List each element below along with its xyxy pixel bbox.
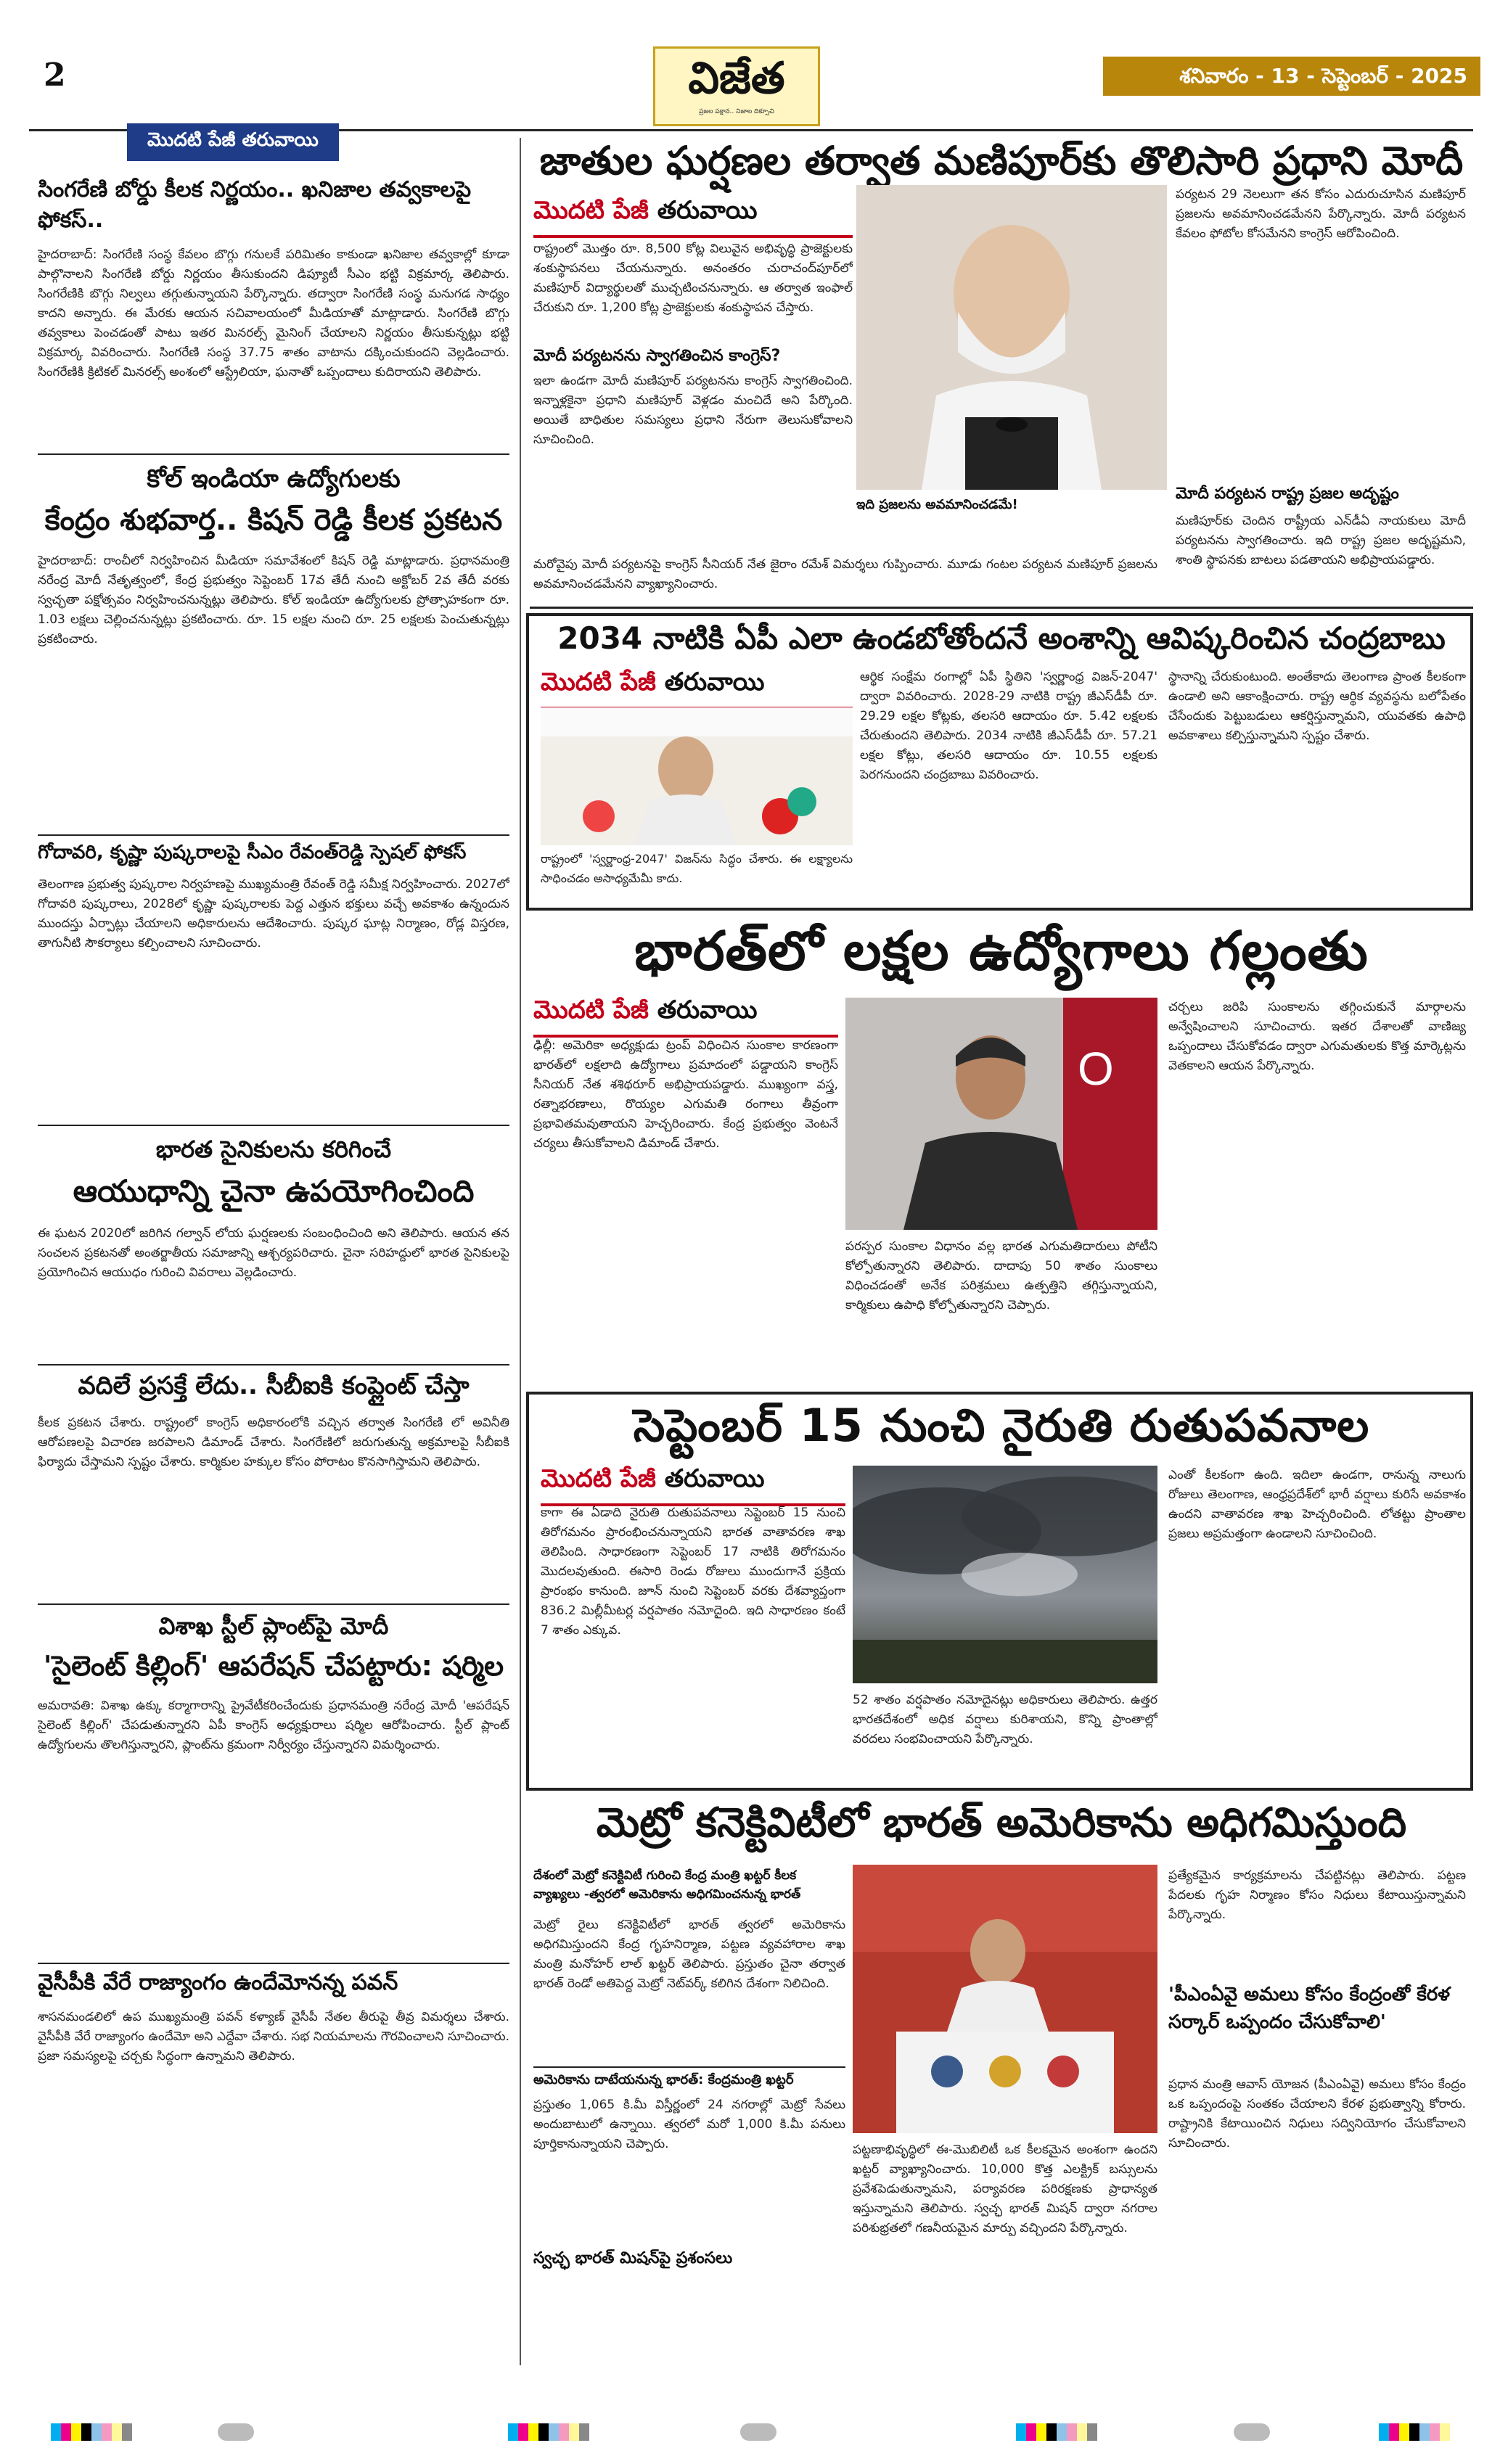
body-left: మెట్రో రైలు కనెక్టివిటీలో భారత్ త్వరలో అమెరికాను అధిగమిస్తుందని కేంద్ర గృహనిర్మాణ, పట్టణ వ్యవహారాల శాఖ మంత్రి మనోహర్ లాల్ ఖట్టర్ తెలిపారు. ప్రస్తుతం చైనా తర్వాత భారత్ రెండో అతిపెద్ద మెట్రో నెట్‌వర్క్ కలిగిన దేశంగా నిలిచింది. bbox=[533, 1918, 845, 1991]
continuation-banner: మొదటి పేజీ తరువాయి bbox=[541, 1464, 845, 1499]
article-metro bbox=[533, 1799, 1470, 1857]
body-text: హైదరాబాద్: రాంచీలో నిర్వహించిన మీడియా సమావేశంలో కిషన్ రెడ్డి మాట్లాడారు. ప్రధానమంత్రి నరేంద్ర మోదీ నేతృత్వంలో, కేంద్ర ప్రభుత్వం సెప్టెంబర్ 17వ తేదీ నుంచి అక్టోబర్ 2వ తేదీ వరకు స్వచ్ఛతా పక్షోత్సవం నిర్వహించనున్నట్లు తెలిపారు. కోల్ ఇండియా ఉద్యోగులకు ప్రోత్సాహకంగా రూ. 1.03 లక్షలు చెల్లించనున్నట్లు ప్రకటించారు. రూ. 15 లక్షల నుంచి రూ. 25 లక్షలకు పెంచుతున్నట్లు ప్రకటించారు. bbox=[38, 554, 509, 646]
article-tharoor bbox=[533, 920, 1470, 995]
body-text: అమరావతి: విశాఖ ఉక్కు కర్మాగారాన్ని ప్రైవేటీకరించేందుకు ప్రధానమంత్రి నరేంద్ర మోదీ 'ఆపరేషన్ సైలెంట్ కిల్లింగ్' చేపడుతున్నారని ఏపీ కాంగ్రెస్ అధ్యక్షురాలు షర్మిల ఆరోపించారు. స్టీల్ ప్లాంట్ ఉద్యోగులను తొలగిస్తున్నారని, ప్లాంట్‌ను క్రమంగా నిర్వీర్యం చేస్తున్నారని విమర్శించారు. bbox=[38, 1699, 509, 1752]
headline: సింగరేణి బోర్డు కీలక నిర్ణయం.. ఖనిజాల తవ్వకాలపై ఫోకస్.. bbox=[38, 177, 472, 233]
body-mid: పరస్పర సుంకాల విధానం వల్ల భారత ఎగుమతిదారులు పోటీని కోల్పోతున్నారని తెలిపారు. దాదాపు 50 శాతం సుంకాలు విధించడంతో అనేక పరిశ్రమలు ఉత్పత్తిని తగ్గిస్తున్నాయని, కార్మికులు ఉపాధి కోల్పోతున్నారని చెప్పారు. bbox=[845, 1239, 1157, 1313]
body-col1b: ఇలా ఉండగా మోదీ మణిపూర్ పర్యటనను కాంగ్రెస్ స్వాగతించింది. ఇన్నాళ్లకైనా ప్రధాని మణిపూర్ వెళ్లడం మంచిదే అని పేర్కొంది. అయితే బాధితుల సమస్యలు ప్రధాని నేరుగా తెలుసుకోవాలని సూచించింది. bbox=[533, 374, 853, 447]
story-pushkaralu bbox=[38, 842, 509, 1136]
body-col3: పర్యటన 29 నెలలుగా తన కోసం ఎదురుచూసిన మణిపూర్ ప్రజలను అవమానించడమేనని పేర్కొన్నారు. మోదీ పర్యటన కేవలం ఫోటోల కోసమేనని కాంగ్రెస్ ఆరోపించింది. bbox=[1176, 187, 1466, 241]
body-right: చర్చలు జరిపి సుంకాలను తగ్గించుకునే మార్గాలను అన్వేషించాలని సూచించారు. ఇతర దేశాలతో వాణిజ్య ఒప్పందాలు చేసుకోవడం ద్వారా ఎగుమతులకు కొత్త మార్కెట్లను వెతకాలని ఆయన పేర్కొన్నారు. bbox=[1168, 1000, 1466, 1073]
headline-line1: కోల్ ఇండియా ఉద్యోగులకు bbox=[147, 464, 401, 493]
story-china-weapon bbox=[38, 1136, 509, 1384]
headline: 2034 నాటికి ఏపీ ఎలా ఉండబోతోందనే అంశాన్ని ఆవిష్కరించిన చంద్రబాబు bbox=[557, 620, 1446, 656]
body-left: కాగా ఈ ఏడాది నైరుతి రుతుపవనాలు సెప్టెంబర్ 15 నుంచి తిరోగమనం ప్రారంభించనున్నాయని భారత వాతావరణ శాఖ తెలిపింది. సాధారణంగా సెప్టెంబర్ 17 నాటికి తిరోగమనం మొదలవుతుంది. ఈసారి రెండు రోజులు ముందుగానే ప్రక్రియ ప్రారంభం కానుంది. జూన్ నుంచి సెప్టెంబర్ వరకు దేశవ్యాప్తంగా 836.2 మిల్లీమీటర్ల వర్షపాతం నమోదైంది. ఇది సాధారణం కంటే 7 శాతం ఎక్కువ. bbox=[541, 1506, 845, 1638]
headline: గోదావరి, కృష్ణా పుష్కరాలపై సీఎం రేవంత్‌రెడ్డి స్పెషల్ ఫోకస్ bbox=[38, 842, 467, 863]
body-text: కీలక ప్రకటన చేశారు. రాష్ట్రంలో కాంగ్రెస్ అధికారంలోకి వచ్చిన తర్వాత సింగరేణి లో అవినీతి ఆరోపణలపై విచారణ జరపాలని డిమాండ్ చేశారు. సింగరేణిలో జరుగుతున్న అక్రమాలపై సీబీఐకి ఫిర్యాదు చేస్తామని స్పష్టం చేశారు. కార్మికుల హక్కుల కోసం పోరాటం కొనసాగిస్తామని తెలిపారు. bbox=[38, 1416, 509, 1469]
dateline: శనివారం - 13 - సెప్టెంబర్ - 2025 bbox=[1103, 57, 1480, 96]
story-singareni bbox=[38, 177, 509, 463]
body-mid: ఆర్థిక సంక్షేమ రంగాల్లో ఏపీ స్థితిని 'స్వర్ణాంధ్ర విజన్-2047' ద్వారా వివరించారు. 2028-29 నాటికి రాష్ట్ర జీఎస్‌డీపీ రూ. 29.29 లక్షల కోట్లకు, తలసరి ఆదాయం రూ. 5.42 లక్షలకు చేరుతుందని తెలిపారు. 2034 నాటికి జీఎస్‌డీపీ రూ. 57.21 లక్షల కోట్లు, తలసరి ఆదాయం రూ. 10.55 లక్షలకు పెరగనుందని చంద్రబాబు వివరించారు. bbox=[860, 670, 1157, 782]
body-right: స్థానాన్ని చేరుకుంటుంది. అంతేకాదు తెలంగాణ ప్రాంత కీలకంగా ఉండాలి అని ఆకాంక్షించారు. రాష్ట్ర ఆర్థిక వ్యవస్థను బలోపేతం చేసేందుకు పెట్టుబడులు ఆకర్షిస్తున్నామని, యువతకు ఉపాధి అవకాశాలు కల్పిస్తున్నామని స్పష్టం చేశారు. bbox=[1168, 670, 1466, 743]
quote-head: 'పీఎంఏవై అమలు కోసం కేంద్రంతో కేరళ సర్కార్ ఒప్పందం చేసుకోవాలి' bbox=[1168, 1984, 1450, 2033]
registration-mark bbox=[218, 2423, 254, 2441]
body-col3b: మణిపూర్‌కు చెందిన రాష్ట్రీయ ఎన్‌డీఏ నాయకులు మోదీ పర్యటనను స్వాగతించారు. ఇది రాష్ట్ర ప్రజల అదృష్టమని, శాంతి స్థాపనకు బాటలు పడతాయని అభిప్రాయపడ్డారు. bbox=[1176, 514, 1466, 567]
body-left: ఢిల్లీ: అమెరికా అధ్యక్షుడు ట్రంప్ విధించిన సుంకాల కారణంగా భారత్‌లో లక్షలాది ఉద్యోగాలు ప్రమాదంలో పడ్డాయని కాంగ్రెస్ సీనియర్ నేత శశిథరూర్ అభిప్రాయపడ్డారు. ముఖ్యంగా వస్త్ర, రత్నాభరణాలు, రొయ్యల ఎగుమతి రంగాలు తీవ్రంగా ప్రభావితమవుతాయని హెచ్చరించారు. కేంద్ర ప్రభుత్వం వెంటనే చర్యలు తీసుకోవాలని డిమాండ్ చేశారు. bbox=[533, 1038, 838, 1151]
subhead: మోదీ పర్యటనను స్వాగతించిన కాంగ్రెస్? bbox=[533, 347, 781, 365]
continuation-banner: మొదటి పేజీ తరువాయి bbox=[533, 995, 838, 1030]
registration-mark bbox=[740, 2423, 776, 2441]
divider bbox=[533, 2066, 845, 2068]
headline: వదిలే ప్రసక్తే లేదు.. సీబీఐకి కంప్లైంట్ చేస్తా bbox=[78, 1371, 470, 1400]
modi-photo bbox=[856, 185, 1167, 490]
headline: సెప్టెంబర్ 15 నుంచి నైరుతి రుతుపవనాల bbox=[633, 1399, 1370, 1452]
logo-text: విజేత bbox=[688, 53, 785, 104]
headline: వైసీపీకి వేరే రాజ్యాంగం ఉందేమోనన్న పవన్ bbox=[38, 1970, 398, 1995]
subhead-3: స్వచ్ఛ భారత్ మిషన్‌పై ప్రశంసలు bbox=[533, 2249, 733, 2267]
divider bbox=[38, 453, 509, 455]
body-mid: పట్టణాభివృద్ధిలో ఈ-మొబిలిటీ ఒక కీలకమైన అంశంగా ఉందని ఖట్టర్ వ్యాఖ్యానించారు. 10,000 కొత్త ఎలక్ట్రిక్ బస్సులను ప్రవేశపెడుతున్నామని, పర్యావరణ పరిరక్షణకు ప్రాధాన్యత ఇస్తున్నామని తెలిపారు. స్వచ్ఛ భారత్ మిషన్ ద్వారా నగరాల పరిశుభ్రతలో గణనీయమైన మార్పు వచ్చిందని పేర్కొన్నారు. bbox=[853, 2143, 1157, 2235]
story-cbi-complaint bbox=[38, 1371, 509, 1609]
body-mid: 52 శాతం వర్షపాతం నమోదైనట్లు అధికారులు తెలిపారు. ఉత్తర భారతదేశంలో అధిక వర్షాలు కురిశాయని, కొన్ని ప్రాంతాల్లో వరదలు సంభవించాయని పేర్కొన్నారు. bbox=[853, 1693, 1157, 1746]
color-registration-bar bbox=[1379, 2423, 1450, 2441]
divider bbox=[530, 607, 1473, 609]
subhead: దేశంలో మెట్రో కనెక్టివిటీ గురించి కేంద్ర మంత్రి ఖట్టర్ కీలక వ్యాఖ్యలు -త్వరలో అమెరికాను అధిగమించనున్న భారత్ bbox=[533, 1868, 801, 1902]
continuation-banner: మొదటి పేజీ తరువాయి bbox=[541, 668, 853, 702]
headline: మెట్రో కనెక్టివిటీలో భారత్ అమెరికాను అధిగమిస్తుంది bbox=[596, 1799, 1407, 1847]
divider bbox=[38, 1125, 509, 1126]
headline-line1: భారత సైనికులను కరిగించే bbox=[155, 1136, 392, 1163]
chandrababu-photo bbox=[541, 707, 853, 845]
headline-line2: కేంద్రం శుభవార్త.. కిషన్ రెడ్డి కీలక ప్రకటన bbox=[44, 504, 503, 537]
column-divider bbox=[520, 138, 521, 2365]
body-col2: మరోవైపు మోదీ పర్యటనపై కాంగ్రెస్ సీనియర్ నేత జైరాం రమేశ్ విమర్శలు గుప్పించారు. మూడు గంటల పర్యటన మణిపూర్ ప్రజలను అవమానించడమేనని వ్యాఖ్యానించారు. bbox=[533, 557, 1157, 591]
divider bbox=[38, 1364, 509, 1366]
article-cbn bbox=[537, 620, 1466, 664]
logo-tagline: ప్రజల పక్షాన.. నిజాల దిక్సూచి bbox=[699, 108, 774, 115]
body-right-2: ప్రధాన మంత్రి ఆవాస్ యోజన (పీఎంఏవై) అమలు కోసం కేంద్రం ఒక ఒప్పందంపై సంతకం చేయాలని కేరళ ప్రభుత్వాన్ని కోరారు. రాష్ట్రానికి కేటాయించిన నిధులు సద్వినియోగం చేసుకోవాలని సూచించారు. bbox=[1168, 2077, 1466, 2151]
body-text: తెలంగాణ ప్రభుత్వ పుష్కరాల నిర్వహణపై ముఖ్యమంత్రి రేవంత్ రెడ్డి సమీక్ష నిర్వహించారు. 2027లో గోదావరి పుష్కరాలు, 2028లో కృష్ణా పుష్కరాలకు పెద్ద ఎత్తున భక్తులు వచ్చే అవకాశం ఉన్నందున ముందస్తు ఏర్పాట్లు చేయాలని అధికారులను ఆదేశించారు. పుష్కర ఘాట్ల నిర్మాణం, రోడ్ల విస్తరణ, తాగునీటి సౌకర్యాలు కల్పించాలని సూచించారు. bbox=[38, 877, 509, 950]
masthead-logo[interactable] bbox=[653, 46, 820, 126]
svg-text:O: O bbox=[1078, 1043, 1114, 1095]
headline: జాతుల ఘర్షణల తర్వాత మణిపూర్‌కు తొలిసారి ప్రధాని మోదీ bbox=[539, 138, 1464, 184]
khattar-photo bbox=[853, 1865, 1157, 2133]
divider bbox=[38, 1603, 509, 1605]
continuation-label: మొదటి పేజీ తరువాయి bbox=[127, 123, 339, 161]
body-col1: రాష్ట్రంలో మొత్తం రూ. 8,500 కోట్ల విలువైన అభివృద్ధి ప్రాజెక్టులకు శంకుస్థాపనలు చేయనున్నారు. అనంతరం చురాచంద్‌పూర్‌లో మణిపూర్ విద్యార్థులతో ముచ్చటించనున్నారు. ఆ తర్వాత ఇంఫాల్ చేరుకుని రూ. 1,200 కోట్ల ప్రాజెక్టులకు శంకుస్థాపన చేస్తారు. bbox=[533, 242, 853, 315]
story-pawan bbox=[38, 1970, 509, 2247]
continuation-banner: మొదటి పేజీ తరువాయి bbox=[533, 196, 853, 231]
divider bbox=[38, 834, 509, 836]
page-number: 2 bbox=[44, 57, 66, 94]
caption: రాష్ట్రంలో 'స్వర్ణాంధ్ర-2047' విజన్‌ను సిద్ధం చేశారు. ఈ లక్ష్యాలను సాధించడం అసాధ్యమేమీ కాదు. bbox=[541, 852, 853, 885]
body-right: ప్రత్యేకమైన కార్యక్రమాలను చేపట్టినట్లు తెలిపారు. పట్టణ పేదలకు గృహ నిర్మాణం కోసం నిధులు కేటాయిస్తున్నామని పేర్కొన్నారు. bbox=[1168, 1868, 1466, 1922]
story-vizag-steel bbox=[38, 1612, 509, 1965]
quote-head: ఇది ప్రజలను అవమానించడమే! bbox=[856, 497, 1018, 512]
headline-line2: ఆయుధాన్ని చైనా ఉపయోగించింది bbox=[73, 1173, 475, 1209]
body-left-2: ప్రస్తుతం 1,065 కి.మీ విస్తీర్ణంలో 24 నగరాల్లో మెట్రో సేవలు అందుబాటులో ఉన్నాయి. త్వరలో మరో 1,000 కి.మీ పనులు పూర్తికానున్నాయని చెప్పారు. bbox=[533, 2098, 845, 2151]
body-text: శాసనమండలిలో ఉప ముఖ్యమంత్రి పవన్ కళ్యాణ్ వైసీపీ నేతల తీరుపై తీవ్ర విమర్శలు చేశారు. వైసీపీకి వేరే రాజ్యాంగం ఉందేమో అని ఎద్దేవా చేశారు. సభ నియమాలను గౌరవించాలని సూచించారు. ప్రజా సమస్యలపై చర్చకు సిద్ధంగా ఉన్నామని తెలిపారు. bbox=[38, 2010, 509, 2063]
headline-line2: 'సైలెంట్ కిల్లింగ్' ఆపరేషన్ చేపట్టారు: షర్మిల bbox=[43, 1650, 504, 1682]
color-registration-bar bbox=[1016, 2423, 1097, 2441]
subhead-2: అమెరికాను దాటేయనున్న భారత్: కేంద్రమంత్రి ఖట్టర్ bbox=[533, 2072, 794, 2087]
caption-right: మోదీ పర్యటన రాష్ట్ర ప్రజల అదృష్టం bbox=[1176, 485, 1399, 503]
tharoor-photo bbox=[845, 998, 1157, 1230]
body-text: ఈ ఘటన 2020లో జరిగిన గల్వాన్ లోయ ఘర్షణలకు సంబంధించింది అని తెలిపారు. ఆయన తన సంచలన ప్రకటనతో అంతర్జాతీయ సమాజాన్ని ఆశ్చర్యపరిచారు. చైనా సరిహద్దులో భారత సైనికులపై ప్రయోగించిన ఆయుధం గురించి వివరాలు వెల్లడించారు. bbox=[38, 1226, 509, 1280]
body-text: హైదరాబాద్: సింగరేణి సంస్థ కేవలం బొగ్గు గనులకే పరిమితం కాకుండా ఖనిజాల తవ్వకాల్లో కూడా పాల్గొనాలని సింగరేణి బోర్డు నిర్ణయం తీసుకుందని డిప్యూటీ సీఎం భట్టి విక్రమార్క తెలిపారు. సింగరేణికి బొగ్గు నిల్వలు తగ్గుతున్నాయని పేర్కొన్నారు. తద్వారా సింగరేణి సంస్థ మనుగడ సాధ్యం కాదని అన్నారు. ఈ మేరకు ఆయన సచివాలయంలో మీడియాతో మాట్లాడారు. సింగరేణి బొగ్గు తవ్వకాలు పెంచడంతో పాటు ఇతర మినరల్స్ మైనింగ్ చేయాలని నిర్ణయం తీసుకున్నట్లు భట్టి విక్రమార్క వివరించారు. సింగరేణి సంస్థ 37.75 శాతం వాటాను దక్కించుకుందని వెల్లడించారు. సింగరేణికి క్రిటికల్ మినరల్స్ అంశంలో ఆస్ట్రేలియా, ఘనాతో ఒప్పందాలు కుదిరాయని తెలిపారు. bbox=[38, 247, 509, 379]
color-registration-bar bbox=[508, 2423, 589, 2441]
headline: భారత్‌లో లక్షల ఉద్యోగాలు గల్లంతు bbox=[634, 920, 1369, 982]
monsoon-photo bbox=[853, 1466, 1157, 1683]
registration-mark bbox=[1234, 2423, 1270, 2441]
color-registration-bar bbox=[51, 2423, 132, 2441]
body-right: ఎంతో కీలకంగా ఉంది. ఇదిలా ఉండగా, రానున్న నాలుగు రోజులు తెలంగాణ, ఆంధ్రప్రదేశ్‌లో భారీ వర్షాలు కురిసే అవకాశం ఉందని వాతావరణ శాఖ హెచ్చరించింది. లోతట్టు ప్రాంతాల ప్రజలు అప్రమత్తంగా ఉండాలని సూచించింది. bbox=[1168, 1468, 1466, 1541]
divider bbox=[38, 1963, 509, 1964]
headline-line1: విశాఖ స్టీల్ ప్లాంట్‌పై మోదీ bbox=[158, 1612, 389, 1640]
story-coal-india bbox=[38, 464, 509, 863]
